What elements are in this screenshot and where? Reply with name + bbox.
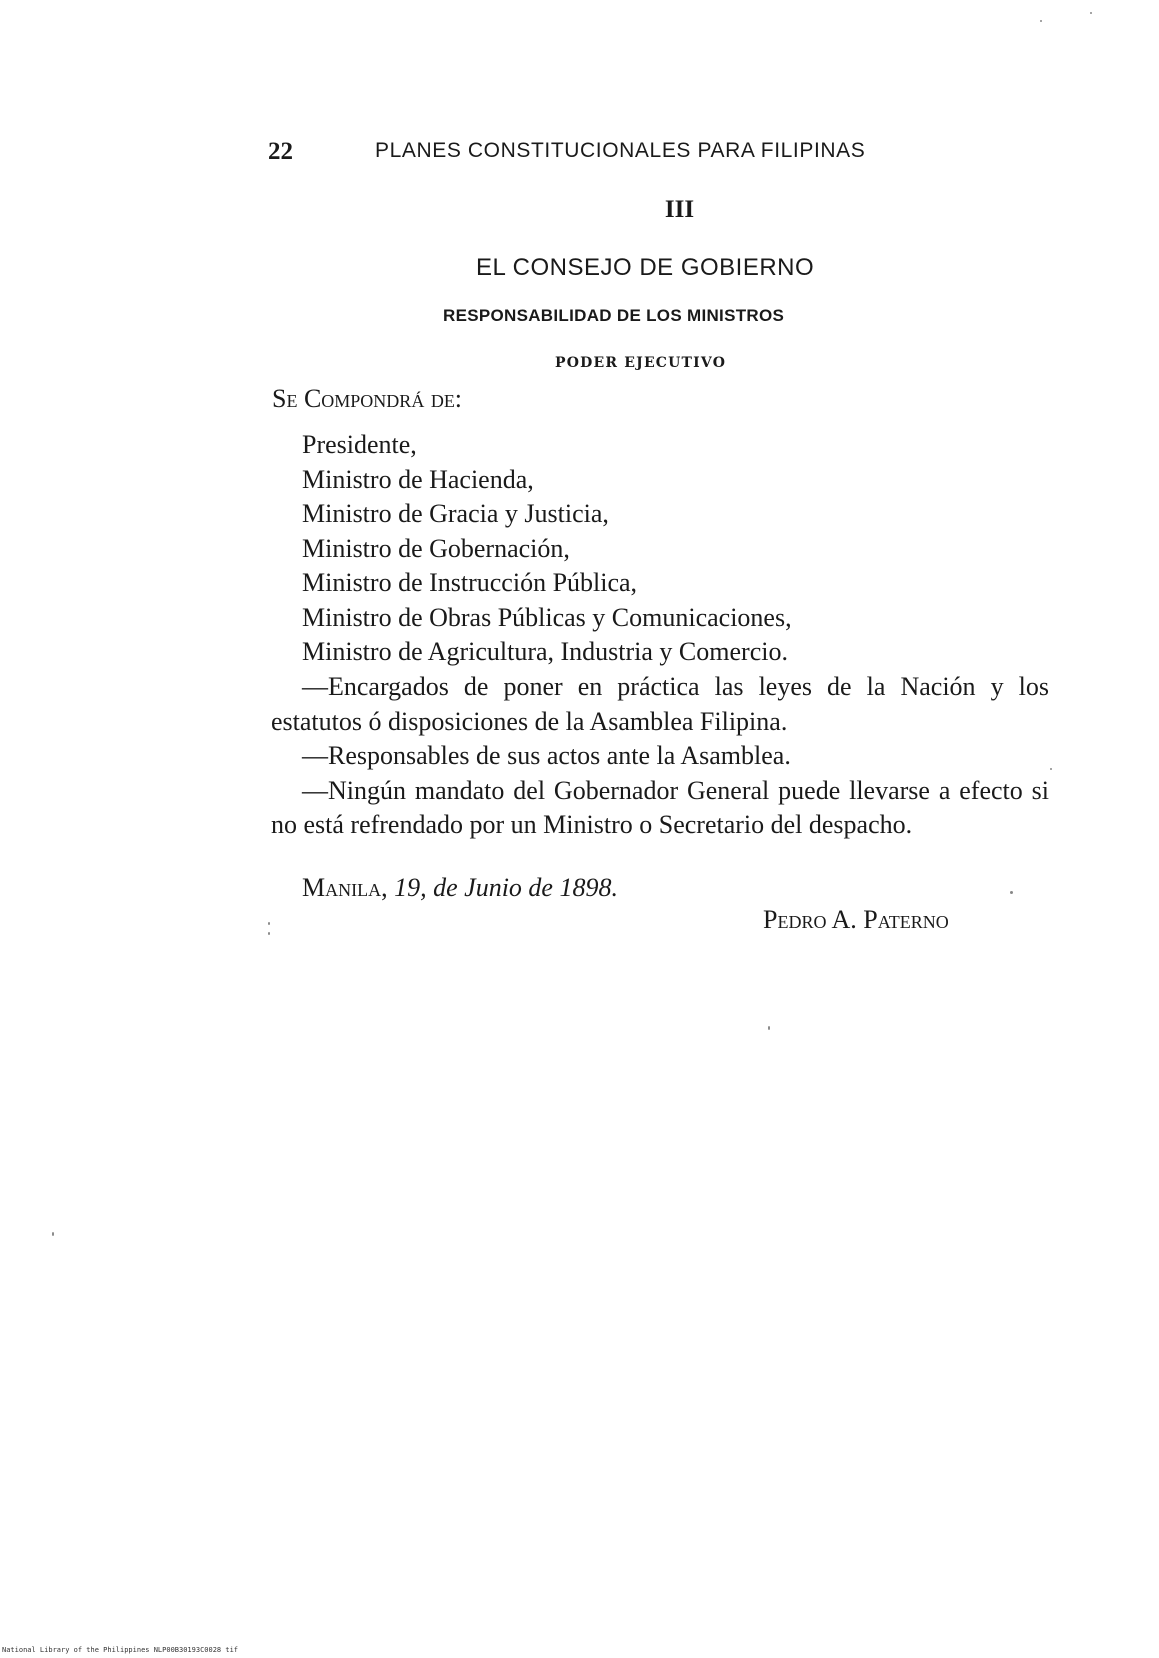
signature: Pedro A. Paterno — [763, 905, 949, 934]
section-subsubtitle: PODER EJECUTIVO — [555, 355, 727, 371]
list-item: Ministro de Obras Públicas y Comunicaciones, — [302, 602, 792, 632]
speck — [1010, 891, 1013, 894]
speck — [268, 932, 270, 935]
body-paragraphs — [271, 670, 1049, 843]
speck — [268, 922, 270, 925]
list-item: Ministro de Instrucción Pública, — [302, 568, 638, 597]
speck — [52, 1232, 54, 1236]
list-item: Ministro de Hacienda, — [302, 464, 534, 494]
intro-line: Se Compondrá de: — [272, 384, 463, 413]
section-numeral: III — [664, 196, 695, 223]
scan-credit: National Library of the Philippines NLP00B30193C0028 tif — [2, 1646, 239, 1654]
section-subtitle: RESPONSABILIDAD DE LOS MINISTROS — [443, 306, 785, 325]
speck — [1040, 20, 1042, 22]
section-title: EL CONSEJO DE GOBIERNO — [476, 254, 815, 281]
running-title: PLANES CONSTITUCIONALES PARA FILIPINAS — [375, 139, 866, 162]
dateline — [302, 873, 618, 903]
speck — [1090, 12, 1092, 14]
minister-list — [302, 428, 792, 670]
list-item: Ministro de Agricultura, Industria y Comercio. — [302, 637, 788, 666]
paragraph-encargados: —Encargados de poner en práctica las leyes de la Nación y los estatutos ó disposiciones de la Asamblea Filipina. — [271, 672, 1049, 736]
dateline-place: Manila, — [302, 873, 388, 902]
speck — [1050, 768, 1052, 770]
paragraph-mandato: —Ningún mandato del Gobernador General puede llevarse a efecto si no está refrendado por un Ministro o Secretario del despacho. — [271, 775, 1049, 839]
speck — [768, 1026, 770, 1030]
paragraph-responsables: —Responsables de sus actos ante la Asamblea. — [302, 741, 791, 770]
list-item: Ministro de Gracia y Justicia, — [302, 499, 609, 528]
dateline-date: 19, de Junio de 1898. — [394, 873, 618, 902]
list-item: Presidente, — [302, 430, 417, 459]
page-number: 22 — [268, 138, 293, 165]
list-item: Ministro de Gobernación, — [302, 533, 570, 563]
